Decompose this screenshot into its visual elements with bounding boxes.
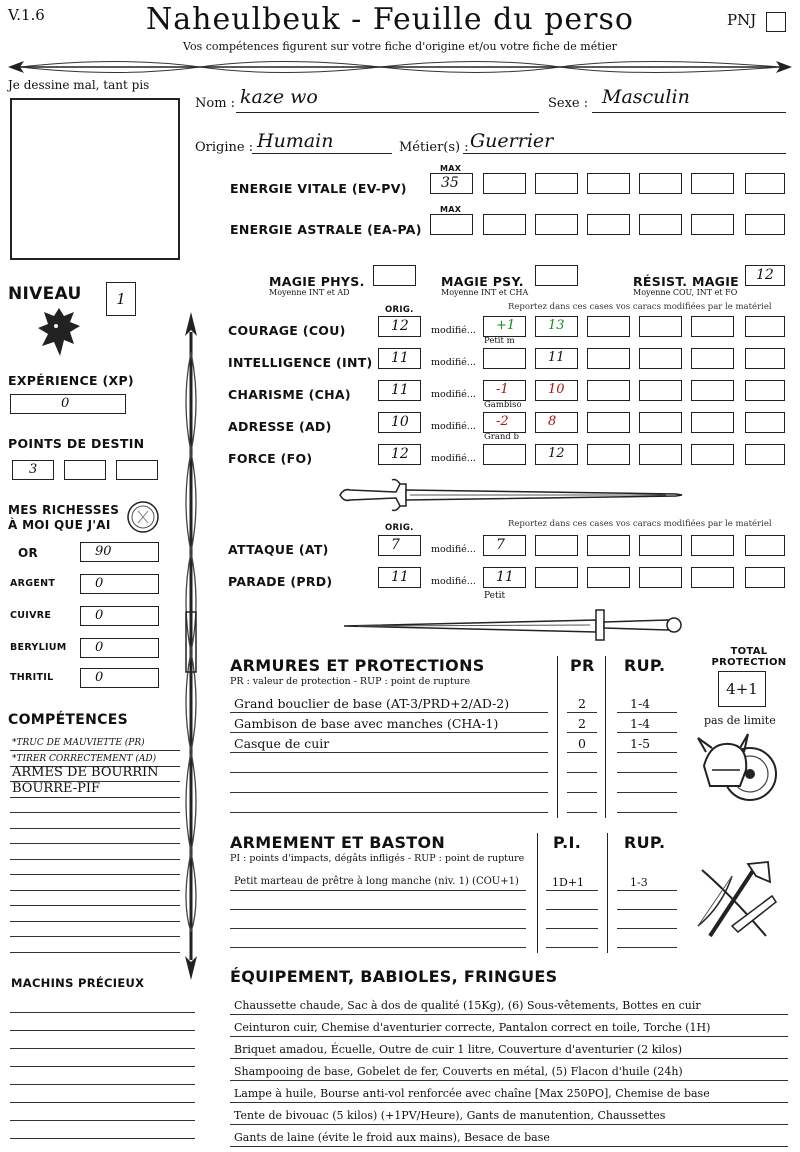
sheet-title: Naheulbeuk - Feuille du perso	[146, 2, 634, 37]
combat-orig-box[interactable]	[378, 535, 421, 556]
metier-label: Métier(s) :	[399, 140, 469, 155]
total-protection-value: 4+1	[726, 680, 758, 698]
carac-extra-box[interactable]	[691, 444, 734, 465]
armure-name[interactable]: Grand bouclier de base (AT-3/PRD+2/AD-2)	[234, 696, 510, 711]
carac-mod-box[interactable]	[483, 316, 526, 337]
armures-subtitle: PR : valeur de protection - RUP : point de rupture	[230, 676, 471, 687]
richesse-box[interactable]	[80, 542, 159, 562]
carac-val-box[interactable]	[535, 380, 578, 401]
combat-note: Reportez dans ces cases vos caracs modifiées par le matériel	[508, 519, 772, 529]
resist-magie-sub: Moyenne COU, INT et FO	[633, 288, 738, 297]
carac-label: INTELLIGENCE (INT)	[228, 355, 373, 370]
carac-val-value: 10	[548, 382, 565, 397]
competence-item[interactable]: *TIRER CORRECTEMENT (AD)	[12, 753, 157, 764]
armure-name[interactable]: Gambison de base avec manches (CHA-1)	[234, 716, 499, 731]
combat-mod-value: 11	[496, 569, 514, 585]
origine-label: Origine :	[195, 140, 254, 155]
ea-track-box[interactable]	[483, 214, 526, 235]
carac-val-value: 11	[548, 350, 565, 365]
helmet-shield-icon	[696, 730, 782, 810]
origine-value[interactable]: Humain	[257, 130, 334, 152]
machin-line[interactable]	[10, 1138, 195, 1139]
ea-track-box[interactable]	[535, 214, 578, 235]
combat-extra-box[interactable]	[745, 567, 785, 588]
carac-mod-value: -2	[496, 414, 509, 429]
machin-line[interactable]	[10, 1066, 195, 1067]
armement-title: ARMEMENT ET BASTON	[230, 833, 446, 852]
machin-line[interactable]	[10, 1048, 195, 1049]
carac-label: COURAGE (COU)	[228, 323, 346, 338]
equipement-line[interactable]: Chaussette chaude, Sac à dos de qualité (15Kg), (6) Sous-vêtements, Bottes en cuir	[234, 999, 701, 1012]
destin-box-2[interactable]	[64, 460, 106, 480]
richesse-label: CUIVRE	[10, 610, 52, 621]
armure-rup[interactable]: 1-4	[630, 716, 651, 731]
carac-val-value: 13	[548, 318, 565, 333]
ea-track-box[interactable]	[745, 214, 785, 235]
armure-rup[interactable]: 1-4	[630, 696, 651, 711]
experience-label: EXPÉRIENCE (XP)	[8, 373, 134, 388]
ev-track-box[interactable]	[483, 173, 526, 194]
arme-name[interactable]: Petit marteau de prêtre à long manche (niv. 1) (COU+1)	[234, 876, 519, 887]
carac-orig-value: 11	[391, 350, 409, 366]
portrait-caption: Je dessine mal, tant pis	[8, 78, 150, 92]
carac-mod-box[interactable]	[483, 412, 526, 433]
armure-rup[interactable]: 1-5	[630, 736, 651, 751]
combat-mod-value: 7	[496, 537, 505, 553]
richesse-box[interactable]	[80, 668, 159, 688]
sword-illustration-2	[338, 606, 688, 644]
modifie-label: modifié...	[431, 544, 476, 555]
carac-extra-box[interactable]	[745, 444, 785, 465]
arme-rup[interactable]: 1-3	[630, 876, 648, 889]
equipement-line[interactable]: Gants de laine (évite le froid aux mains), Besace de base	[234, 1131, 550, 1144]
carac-mod-box[interactable]	[483, 380, 526, 401]
modifie-label: modifié...	[431, 389, 476, 400]
carac-extra-box[interactable]	[587, 412, 630, 433]
carac-orig-box[interactable]	[378, 444, 421, 465]
portrait-box[interactable]	[10, 98, 180, 260]
destin-box-1[interactable]	[12, 460, 54, 480]
carac-orig-value: 12	[391, 446, 409, 462]
ea-track-box[interactable]	[587, 214, 630, 235]
experience-box[interactable]	[10, 394, 126, 414]
destin-value-1: 3	[29, 462, 38, 477]
equipement-line[interactable]: Tente de bivouac (5 kilos) (+1PV/Heure), Gants de manutention, Chaussettes	[234, 1109, 666, 1122]
richesse-label: ARGENT	[10, 578, 56, 589]
combat-extra-box[interactable]	[535, 535, 578, 556]
carac-extra-box[interactable]	[587, 316, 630, 337]
richesse-value: 0	[95, 608, 104, 623]
machin-line[interactable]	[10, 1084, 195, 1085]
sheet-subtitle: Vos compétences figurent sur votre fiche d'origine et/ou votre fiche de métier	[183, 40, 617, 53]
weapons-icon	[692, 856, 784, 946]
resist-magie-label: RÉSIST. MAGIE	[633, 274, 740, 289]
resist-magie-box[interactable]	[745, 265, 785, 286]
pas-limite-note: pas de limite	[704, 714, 776, 727]
niveau-label: NIVEAU	[8, 284, 82, 304]
carac-extra-box[interactable]	[691, 412, 734, 433]
nom-label: Nom :	[195, 96, 236, 111]
richesse-label: OR	[18, 546, 39, 560]
armement-pi-label: P.I.	[553, 833, 582, 852]
niveau-box[interactable]	[106, 282, 136, 316]
ev-track-box[interactable]	[691, 173, 734, 194]
ev-max-value: 35	[441, 175, 459, 191]
richesse-box[interactable]	[80, 606, 159, 626]
modifie-label: modifié...	[431, 576, 476, 587]
spear-illustration	[178, 312, 204, 980]
machin-line[interactable]	[10, 1120, 195, 1121]
carac-orig-box[interactable]	[378, 380, 421, 401]
carac-extra-box[interactable]	[691, 348, 734, 369]
carac-val-value: 12	[548, 446, 565, 461]
richesse-value: 0	[95, 576, 104, 591]
armures-pr-label: PR	[570, 656, 595, 675]
armure-name[interactable]: Casque de cuir	[234, 736, 330, 751]
richesse-box[interactable]	[80, 574, 159, 594]
competences-label: COMPÉTENCES	[8, 712, 128, 728]
carac-mod-value: +1	[496, 318, 516, 333]
armures-title: ARMURES ET PROTECTIONS	[230, 656, 485, 675]
ea-track-box[interactable]	[691, 214, 734, 235]
modifie-label: modifié...	[431, 325, 476, 336]
niveau-value: 1	[116, 290, 126, 308]
armement-subtitle: PI : points d'impacts, dégâts infligés - RUP : point de rupture	[230, 853, 525, 864]
combat-label: ATTAQUE (AT)	[228, 542, 329, 557]
carac-orig-box[interactable]	[378, 316, 421, 337]
carac-extra-box[interactable]	[639, 444, 682, 465]
equipement-line[interactable]: Briquet amadou, Écuelle, Outre de cuir 1 litre, Couverture d'aventurier (2 kilos)	[234, 1043, 682, 1056]
total-protection-label: TOTAL PROTECTION	[711, 646, 787, 668]
pnj-label: PNJ	[727, 11, 757, 29]
metier-value[interactable]: Guerrier	[470, 130, 554, 152]
magie-phys-label: MAGIE PHYS.	[269, 274, 365, 289]
combat-extra-box[interactable]	[745, 535, 785, 556]
armure-pr[interactable]: 0	[578, 736, 586, 751]
carac-mod-sub: Grand b	[484, 432, 519, 442]
combat-orig-value: 11	[391, 569, 409, 585]
carac-extra-box[interactable]	[745, 412, 785, 433]
carac-mod-sub: Petit m	[484, 336, 515, 346]
carac-extra-box[interactable]	[639, 348, 682, 369]
ev-max-label: MAX	[440, 164, 462, 173]
carac-val-box[interactable]	[535, 412, 578, 433]
richesse-value: 90	[95, 544, 112, 559]
combat-mod-box[interactable]	[483, 567, 526, 588]
carac-mod-box[interactable]	[483, 444, 526, 465]
version-label: V.1.6	[8, 6, 45, 24]
combat-extra-box[interactable]	[691, 567, 734, 588]
coin-icon	[126, 500, 160, 534]
combat-extra-box[interactable]	[587, 535, 630, 556]
combat-extra-box[interactable]	[535, 567, 578, 588]
carac-label: CHARISME (CHA)	[228, 387, 351, 402]
dragon-icon	[34, 302, 84, 362]
armures-rup-label: RUP.	[624, 656, 666, 675]
resist-magie-value: 12	[756, 267, 774, 283]
ea-track-box[interactable]	[639, 214, 682, 235]
carac-orig-label: ORIG.	[385, 305, 414, 315]
equipement-line[interactable]: Shampooing de base, Gobelet de fer, Couverts en métal, (5) Flacon d'huile (24h)	[234, 1065, 683, 1078]
carac-val-box[interactable]	[535, 348, 578, 369]
combat-extra-box[interactable]	[639, 535, 682, 556]
carac-extra-box[interactable]	[745, 380, 785, 401]
machin-line[interactable]	[10, 1012, 195, 1013]
sexe-value[interactable]: Masculin	[602, 86, 690, 108]
machins-label: MACHINS PRÉCIEUX	[11, 976, 145, 990]
carac-extra-box[interactable]	[587, 444, 630, 465]
experience-value: 0	[61, 396, 70, 411]
carac-val-value: 8	[548, 414, 557, 429]
modifie-label: modifié...	[431, 453, 476, 464]
carac-note: Reportez dans ces cases vos caracs modifiées par le matériel	[508, 302, 772, 312]
combat-extra-box[interactable]	[587, 567, 630, 588]
magie-psy-label: MAGIE PSY.	[441, 274, 524, 289]
equipement-line[interactable]: Lampe à huile, Bourse anti-vol renforcée avec chaîne [Max 250PO], Chemise de base	[234, 1087, 710, 1100]
magie-phys-sub: Moyenne INT et AD	[269, 288, 350, 297]
nom-value[interactable]: kaze wo	[240, 86, 318, 108]
carac-extra-box[interactable]	[587, 380, 630, 401]
carac-orig-box[interactable]	[378, 348, 421, 369]
magie-phys-box[interactable]	[373, 265, 416, 286]
competence-item[interactable]: *TRUC DE MAUVIETTE (PR)	[12, 738, 145, 748]
carac-orig-value: 10	[391, 414, 409, 430]
magie-psy-box[interactable]	[535, 265, 578, 286]
richesse-value: 0	[95, 640, 104, 655]
carac-extra-box[interactable]	[745, 316, 785, 337]
equipement-line[interactable]: Ceinturon cuir, Chemise d'aventurier correcte, Pantalon correct en toile, Torche (1H)	[234, 1021, 711, 1034]
ev-max-box[interactable]	[430, 173, 473, 194]
richesse-label: BERYLIUM	[10, 642, 67, 653]
carac-extra-box[interactable]	[587, 348, 630, 369]
ea-label: ENERGIE ASTRALE (EA-PA)	[230, 222, 422, 237]
carac-extra-box[interactable]	[639, 380, 682, 401]
ev-track-box[interactable]	[639, 173, 682, 194]
armement-rup-label: RUP.	[624, 833, 666, 852]
ea-max-box[interactable]	[430, 214, 473, 235]
armure-pr[interactable]: 2	[578, 716, 586, 731]
carac-mod-box[interactable]	[483, 348, 526, 369]
carac-extra-box[interactable]	[639, 316, 682, 337]
ev-track-box[interactable]	[587, 173, 630, 194]
machin-line[interactable]	[10, 1102, 195, 1103]
combat-label: PARADE (PRD)	[228, 574, 333, 589]
total-protection-box[interactable]	[718, 671, 766, 707]
header-ornament	[0, 54, 800, 80]
modifie-label: modifié...	[431, 357, 476, 368]
carac-orig-box[interactable]	[378, 412, 421, 433]
richesse-box[interactable]	[80, 638, 159, 658]
destin-box-3[interactable]	[116, 460, 158, 480]
carac-val-box[interactable]	[535, 316, 578, 337]
combat-mod-sub: Petit	[484, 591, 506, 601]
carac-extra-box[interactable]	[691, 380, 734, 401]
pnj-checkbox[interactable]	[766, 12, 786, 32]
combat-extra-box[interactable]	[639, 567, 682, 588]
carac-label: ADRESSE (AD)	[228, 419, 332, 434]
ea-max-label: MAX	[440, 205, 462, 214]
carac-val-box[interactable]	[535, 444, 578, 465]
carac-mod-sub: Gambiso	[484, 400, 522, 410]
combat-orig-box[interactable]	[378, 567, 421, 588]
competence-item[interactable]: BOURRE-PIF	[12, 780, 101, 796]
carac-extra-box[interactable]	[639, 412, 682, 433]
sword-illustration-1	[336, 478, 686, 512]
carac-extra-box[interactable]	[691, 316, 734, 337]
carac-extra-box[interactable]	[745, 348, 785, 369]
arme-pi[interactable]: 1D+1	[552, 876, 585, 889]
modifie-label: modifié...	[431, 421, 476, 432]
equipement-title: ÉQUIPEMENT, BABIOLES, FRINGUES	[230, 967, 558, 986]
ev-track-box[interactable]	[535, 173, 578, 194]
armure-pr[interactable]: 2	[578, 696, 586, 711]
combat-mod-box[interactable]	[483, 535, 526, 556]
combat-orig-label: ORIG.	[385, 523, 414, 533]
ev-label: ENERGIE VITALE (EV-PV)	[230, 181, 407, 196]
richesse-label: THRITIL	[10, 672, 54, 683]
combat-extra-box[interactable]	[691, 535, 734, 556]
sexe-label: Sexe :	[548, 96, 589, 111]
carac-mod-value: -1	[496, 382, 509, 397]
carac-label: FORCE (FO)	[228, 451, 313, 466]
machin-line[interactable]	[10, 1030, 195, 1031]
ev-track-box[interactable]	[745, 173, 785, 194]
destin-label: POINTS DE DESTIN	[8, 436, 145, 451]
combat-orig-value: 7	[391, 537, 400, 553]
carac-orig-value: 12	[391, 318, 409, 334]
magie-psy-sub: Moyenne INT et CHA	[441, 288, 529, 297]
richesses-label-2: À MOI QUE J'AI	[8, 518, 111, 532]
competence-item[interactable]: ARMES DE BOURRIN	[12, 765, 159, 780]
richesses-label-1: MES RICHESSES	[8, 503, 120, 517]
carac-orig-value: 11	[391, 382, 409, 398]
richesse-value: 0	[95, 670, 104, 685]
